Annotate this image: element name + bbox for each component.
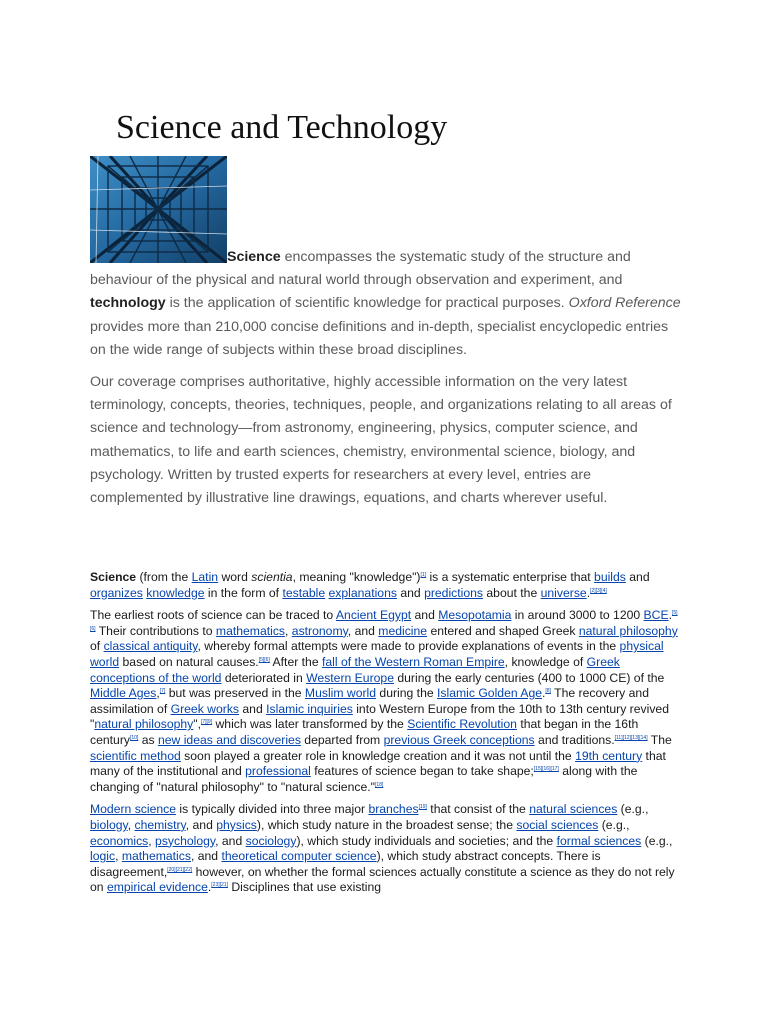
text-run: as [138, 732, 158, 747]
text-run: The recovery and assimilation of [90, 686, 649, 716]
text-run: is a systematic enterprise that [426, 570, 595, 584]
inline-link[interactable]: organizes [90, 585, 143, 600]
text-run: that many of the institutional and [90, 748, 666, 779]
inline-link[interactable]: biology [90, 817, 128, 832]
text-run: features of science began to take shape; [310, 764, 534, 779]
bold-term: technology [90, 295, 166, 312]
text-run: (from the [136, 570, 192, 584]
citation-link[interactable]: [20][21][22] [167, 866, 193, 873]
text-run: deteriorated in [221, 670, 307, 685]
text-run: of [90, 639, 104, 654]
text-run: that consist of the [426, 802, 530, 817]
inline-link[interactable]: logic [90, 849, 116, 864]
article-paragraph-text [90, 608, 678, 794]
bold-term: Science [227, 249, 281, 265]
inline-link[interactable]: psychology [155, 833, 216, 848]
article-paragraph-text [90, 570, 650, 600]
article-paragraph-text [90, 802, 675, 894]
text-run: and [396, 585, 425, 600]
inline-link[interactable]: new ideas and discoveries [157, 732, 301, 747]
text-run: , and [347, 623, 379, 638]
text-run: Their contributions to [95, 623, 216, 638]
inline-link[interactable]: Middle Ages [90, 686, 157, 701]
text-run: . [207, 880, 212, 895]
inline-link[interactable]: classical antiquity [103, 639, 198, 654]
text-run: along with the changing of "natural philosophy" to "natural science." [90, 764, 638, 794]
text-run: (e.g., [641, 833, 673, 848]
inline-link[interactable]: astronomy [291, 623, 348, 638]
citation-link[interactable]: [15][16][17] [533, 766, 559, 773]
inline-link[interactable]: natural sciences [529, 802, 618, 817]
image-spacer [90, 246, 227, 264]
inline-link[interactable]: economics [90, 833, 149, 848]
intro-paragraph-text [90, 249, 681, 358]
citation-link[interactable]: [18] [374, 781, 384, 788]
text-run: After the [269, 654, 322, 669]
inline-link[interactable]: predictions [424, 585, 484, 600]
inline-link[interactable]: professional [245, 764, 311, 779]
text-run: , and [190, 849, 222, 864]
text-run: (e.g., [598, 817, 630, 832]
citation-link[interactable]: [8] [545, 688, 551, 695]
article-paragraph [90, 802, 680, 896]
text-run: The earliest roots of science can be traced to [90, 608, 336, 623]
text-run: Our coverage comprises authoritative, highly accessible information on the very latest terminology, concepts, theories, techniques, people, and organizations relating to all areas of science and technology—from astronomy, engineering, physics, computer science, and mathematics, to life and earth sciences, chemistry, environmental science, biology, and psychology. Written by trusted experts for researchers at every level, entries are complemented by illustrative line drawings, equations, and charts wherever useful. [90, 374, 672, 507]
inline-link[interactable]: branches [368, 802, 419, 817]
text-run: and [625, 570, 650, 584]
page-title: Science and Technology [116, 109, 448, 146]
inline-link[interactable]: knowledge [146, 585, 205, 600]
inline-link[interactable]: empirical evidence [106, 880, 208, 895]
text-run: The [647, 732, 672, 747]
citation-link[interactable]: [23][21] [211, 882, 228, 889]
text-run: in around 3000 to 1200 [511, 608, 644, 623]
citation-link[interactable]: [7][9] [200, 719, 213, 726]
inline-link[interactable]: fall of the Western Roman Empire [322, 654, 505, 669]
text-run: , [285, 623, 292, 638]
text-run: and [239, 701, 267, 716]
text-run: , knowledge of [504, 654, 587, 669]
text-run: is the application of scientific knowledge for practical purposes. [165, 295, 569, 312]
intro-section [90, 246, 686, 519]
citation-link[interactable]: [5][6] [90, 610, 678, 632]
article-paragraph [90, 608, 680, 795]
text-run: , meaning "knowledge") [292, 570, 421, 584]
article-paragraph [90, 570, 680, 601]
text-run: ", [193, 717, 201, 732]
text-run: however, on whether the formal sciences actually constitute a science as they do not rely on [90, 864, 675, 895]
text-run: during the [376, 686, 438, 701]
text-run: and traditions. [534, 732, 615, 747]
inline-link[interactable]: formal sciences [556, 833, 642, 848]
inline-link[interactable]: mathematics [215, 623, 286, 638]
text-run: entered and shaped Greek [427, 623, 579, 638]
inline-link[interactable]: physical world [90, 639, 664, 669]
text-run: (e.g., [617, 802, 649, 817]
inline-link[interactable]: Muslim world [304, 686, 377, 701]
inline-link[interactable]: 19th century [575, 748, 643, 763]
text-run: . [668, 608, 672, 623]
citation-link[interactable]: [10] [129, 734, 139, 741]
text-run: but was preserved in the [165, 686, 305, 701]
inline-link[interactable]: BCE [643, 608, 669, 623]
text-run: ), which study abstract concepts. There is disagreement, [90, 849, 601, 879]
text-run: provides more than 210,000 concise definitions and in-depth, specialist encyclopedic entries on the wide range of subjects within these broad disciplines. [90, 318, 669, 358]
inline-link[interactable]: Islamic inquiries [266, 701, 353, 716]
text-run: ), which study individuals and societies; and the [296, 833, 557, 848]
text-run: , and [215, 833, 246, 848]
inline-link[interactable]: chemistry [134, 817, 186, 832]
inline-link[interactable]: previous Greek conceptions [383, 732, 535, 747]
text-run: is typically divided into three major [176, 802, 369, 817]
intro-paragraph [90, 371, 686, 510]
text-run: ), which study nature in the broadest sense; the [256, 817, 517, 832]
text-run: encompasses the systematic study of the structure and behaviour of the physical and natural world through observation and experiment, and [90, 249, 631, 289]
inline-link[interactable]: mathematics [121, 849, 191, 864]
text-run: soon played a greater role in knowledge creation and it was not until the [180, 748, 576, 763]
text-run: in the form of [204, 585, 283, 600]
bold-term: Science [90, 570, 137, 584]
inline-link[interactable]: Mesopotamia [438, 608, 512, 623]
text-run: about the [483, 585, 541, 600]
citation-link[interactable]: [2][3][4] [590, 587, 607, 594]
inline-link[interactable]: theoretical computer science [221, 849, 377, 864]
intro-paragraph [90, 246, 686, 362]
citation-link[interactable]: [1] [420, 572, 427, 578]
text-run: departed from [300, 732, 384, 747]
inline-link[interactable]: social sciences [516, 817, 599, 832]
text-run: , [148, 833, 156, 848]
inline-link[interactable]: Scientific Revolution [407, 717, 517, 732]
inline-link[interactable]: Ancient Egypt [335, 608, 412, 623]
inline-link[interactable]: Modern science [90, 802, 177, 817]
article-excerpt [90, 570, 680, 903]
citation-link[interactable]: [11][12][13][14] [614, 734, 648, 741]
text-run: during the early centuries (400 to 1000 CE) of the [393, 670, 665, 685]
text-run: . [586, 585, 591, 600]
text-run: Disciplines that use existing [227, 880, 382, 895]
inline-link[interactable]: Latin [191, 570, 219, 584]
text-run: , [115, 849, 122, 864]
text-run: , [156, 686, 160, 701]
inline-link[interactable]: Greek works [170, 701, 240, 716]
text-run: , [127, 817, 135, 832]
inline-link[interactable]: Western Europe [306, 670, 394, 685]
italic-term: Oxford Reference [568, 295, 681, 312]
inline-link[interactable]: builds [594, 570, 626, 584]
text-run: into Western Europe from the 10th to 13th century revived " [90, 701, 669, 732]
inline-link[interactable]: scientific method [90, 748, 181, 763]
text-run: and [411, 608, 439, 623]
inline-link[interactable]: testable [282, 585, 326, 600]
text-run: based on natural causes. [119, 654, 259, 669]
text-run: that began in the 16th century [90, 717, 639, 747]
inline-link[interactable]: explanations [328, 585, 397, 600]
intro-paragraph-text [90, 374, 672, 506]
inline-link[interactable]: Greek conceptions of the world [90, 654, 620, 685]
citation-link[interactable]: [19] [418, 804, 427, 811]
inline-link[interactable]: natural philosophy [578, 623, 678, 638]
italic-term: scientia [251, 570, 293, 584]
citation-link[interactable]: [5][6] [258, 656, 270, 663]
inline-link[interactable]: medicine [378, 623, 428, 638]
text-run: , and [185, 817, 217, 832]
text-run: , whereby formal attempts were made to provide explanations of events in the [197, 639, 620, 654]
inline-link[interactable]: physics [216, 817, 257, 832]
text-run: . [542, 686, 546, 701]
inline-link[interactable]: universe [540, 585, 587, 600]
inline-link[interactable]: sociology [245, 833, 297, 848]
inline-link[interactable]: Islamic Golden Age [437, 686, 543, 701]
citation-link[interactable]: [7] [159, 688, 166, 695]
text-run: which was later transformed by the [212, 717, 408, 732]
inline-link[interactable]: natural philosophy [94, 717, 194, 732]
text-run: word [218, 570, 252, 584]
